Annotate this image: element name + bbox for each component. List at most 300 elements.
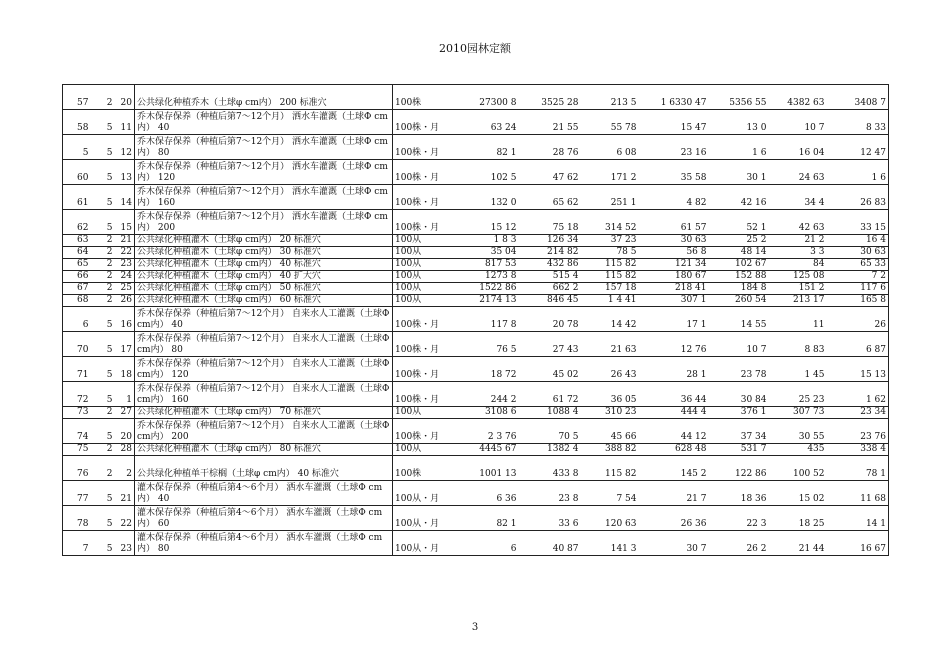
row-index-cell: 65 [63,259,91,271]
item-name-cell: 公共绿化种植灌木（土球φ cm内） 40 扩大穴 [135,271,393,283]
item-name-cell: 乔木保存保养（种植后第7～12个月） 洒水车灌溉（土球Φ cm内） 80 [135,135,393,160]
unit-cell: 100株 [393,456,453,481]
value-cell: 36 44 [680,395,707,405]
item-name-cell: 乔木保存保养（种植后第7～12个月） 自来水人工灌溉（土球Φ cm内） 200 [135,419,393,444]
value-cell: 4445 67 [479,444,517,454]
value-cell: 78 1 [827,456,889,481]
value-cell: 15 02 [798,494,825,504]
value-cell: 37 23 [610,235,637,245]
value-cell: 21 55 [552,123,579,133]
value-cell: 100 52 [793,469,825,479]
unit-cell: 100株・月 [393,185,453,210]
value-cell: 23 8 [558,494,579,504]
item-name-cell: 灌木保存保养（种植后第4～6个月） 洒水车灌溉（土球Φ cm内） 80 [135,531,393,556]
value-cell: 3525 28 [541,98,579,108]
chapter-cell: 2 [106,444,113,454]
chapter-cell: 5 [106,223,113,233]
table-row [63,382,889,407]
value-cell: 70 5 [558,432,579,442]
item-name-cell: 公共绿化种植灌木（土球φ cm内） 20 标准穴 [135,235,393,247]
row-index-cell: 58 [63,110,91,135]
value-cell: 7 2 [827,271,889,283]
item-name-cell: 公共绿化种植灌木（土球φ cm内） 70 标准穴 [135,407,393,419]
value-cell: 63 24 [490,123,517,133]
value-cell: 3108 6 [485,407,517,417]
value-cell: 102 67 [735,259,767,269]
unit-cell: 100株・月 [393,135,453,160]
value-cell: 15 12 [490,223,517,233]
unit-cell: 100从 [393,247,453,259]
value-cell: 1001 13 [479,469,517,479]
item-no-cell: 25 [120,283,132,293]
value-cell: 376 1 [740,407,767,417]
value-cell: 213 5 [610,98,637,108]
table-row [63,259,889,271]
value-cell: 628 48 [675,444,707,454]
value-cell: 30 7 [686,544,707,554]
item-name-cell: 公共绿化种植乔木（土球φ cm内） 200 标准穴 [135,85,393,110]
table-row [63,135,889,160]
value-cell: 33 15 [827,210,889,235]
value-cell: 1 62 [827,382,889,407]
item-no-cell: 23 [120,544,132,554]
table-row [63,531,889,556]
value-cell: 26 2 [746,544,767,554]
value-cell: 26 [827,307,889,332]
value-cell: 307 73 [793,407,825,417]
value-cell: 6 36 [496,494,517,504]
item-name-cell: 公共绿化种植灌木（土球φ cm内） 80 标准穴 [135,444,393,456]
value-cell: 35 58 [680,173,707,183]
unit-cell: 100从 [393,271,453,283]
value-cell: 1 6 [827,160,889,185]
value-cell: 165 8 [827,295,889,307]
value-cell: 1522 86 [479,283,517,293]
value-cell: 65 62 [552,198,579,208]
row-index-cell: 60 [63,160,91,185]
value-cell: 125 08 [793,271,825,281]
unit-cell: 100从 [393,444,453,456]
chapter-cell: 5 [106,370,113,380]
page-number: 3 [471,622,479,633]
row-index-cell: 75 [63,444,91,456]
table-row [63,247,889,259]
item-name-cell: 乔木保存保养（种植后第7～12个月） 洒水车灌溉（土球Φ cm内） 160 [135,185,393,210]
value-cell: 23 16 [680,148,707,158]
page-title: 2010园林定额 [439,42,511,55]
value-cell: 515 4 [552,271,579,281]
row-index-cell: 57 [63,85,91,110]
unit-cell: 100株・月 [393,307,453,332]
value-cell: 30 63 [680,235,707,245]
value-cell: 61 72 [552,395,579,405]
value-cell: 1273 8 [485,271,517,281]
item-no-cell: 20 [120,432,132,442]
chapter-cell: 5 [106,148,113,158]
item-no-cell: 28 [120,444,132,454]
chapter-cell: 2 [106,295,113,305]
table-row [63,185,889,210]
value-cell: 12 47 [827,135,889,160]
value-cell: 6 87 [827,332,889,357]
value-cell: 24 63 [798,173,825,183]
table-row [63,444,889,456]
unit-cell: 100株 [393,85,453,110]
item-name-cell: 灌木保存保养（种植后第4～6个月） 洒水车灌溉（土球Φ cm内） 40 [135,481,393,506]
table-row [63,271,889,283]
unit-cell: 100从 [393,283,453,295]
value-cell: 1 8 3 [493,235,517,245]
row-index-cell: 74 [63,419,91,444]
value-cell: 30 63 [827,247,889,259]
table-row [63,210,889,235]
value-cell: 26 83 [827,185,889,210]
row-index-cell: 64 [63,247,91,259]
item-no-cell: 11 [120,123,132,133]
item-no-cell: 27 [120,407,132,417]
value-cell: 33 6 [558,519,579,529]
value-cell: 75 18 [552,223,579,233]
value-cell: 145 2 [680,469,707,479]
value-cell: 23 78 [740,370,767,380]
value-cell: 44 12 [680,432,707,442]
value-cell: 18 36 [740,494,767,504]
table-row [63,419,889,444]
value-cell: 388 82 [605,444,637,454]
value-cell: 27300 8 [479,98,517,108]
value-cell: 42 16 [740,198,767,208]
value-cell: 218 41 [675,283,707,293]
chapter-cell: 5 [106,544,113,554]
value-cell: 15 47 [680,123,707,133]
unit-cell: 100株・月 [393,332,453,357]
item-name-cell: 乔木保存保养（种植后第7～12个月） 洒水车灌溉（土球Φ cm内） 200 [135,210,393,235]
value-cell: 25 23 [798,395,825,405]
item-name-cell: 乔木保存保养（种植后第7～12个月） 自来水人工灌溉（土球Φ cm内） 160 [135,382,393,407]
chapter-cell: 2 [106,247,113,257]
value-cell: 14 42 [610,320,637,330]
value-cell: 21 7 [686,494,707,504]
table-row [63,456,889,481]
item-name-cell: 公共绿化种植灌木（土球φ cm内） 50 标准穴 [135,283,393,295]
value-cell: 7 54 [616,494,637,504]
item-no-cell: 17 [120,345,132,355]
value-cell: 65 33 [827,259,889,271]
value-cell: 61 57 [680,223,707,233]
unit-cell: 100株・月 [393,160,453,185]
value-cell: 76 5 [496,345,517,355]
chapter-cell: 5 [106,123,113,133]
value-cell: 4382 63 [787,98,825,108]
value-cell: 14 55 [740,320,767,330]
value-cell: 35 04 [490,247,517,257]
unit-cell: 100从・月 [393,531,453,556]
row-index-cell: 76 [63,456,91,481]
chapter-cell: 5 [106,173,113,183]
chapter-cell: 5 [106,320,113,330]
table-row [63,283,889,295]
item-no-cell: 23 [120,259,132,269]
value-cell: 115 82 [605,271,637,281]
value-cell: 45 66 [610,432,637,442]
value-cell: 5356 55 [729,98,767,108]
value-cell: 48 14 [740,247,767,257]
value-cell: 121 34 [675,259,707,269]
value-cell: 30 84 [740,395,767,405]
chapter-cell: 5 [106,198,113,208]
value-cell: 26 43 [610,370,637,380]
value-cell: 314 52 [605,223,637,233]
value-cell: 3 3 [810,247,825,257]
row-index-cell: 5 [63,135,91,160]
item-no-cell: 20 [120,98,132,108]
value-cell: 18 72 [490,370,517,380]
value-cell: 531 7 [740,444,767,454]
value-cell: 10 7 [804,123,825,133]
table-row [63,85,889,110]
row-index-cell: 73 [63,407,91,419]
value-cell: 310 23 [605,407,637,417]
row-index-cell: 67 [63,283,91,295]
value-cell: 846 45 [547,295,579,305]
value-cell: 47 62 [552,173,579,183]
unit-cell: 100株・月 [393,382,453,407]
chapter-cell: 2 [106,98,113,108]
row-index-cell: 7 [63,531,91,556]
value-cell: 244 2 [490,395,517,405]
row-index-cell: 78 [63,506,91,531]
table-row [63,506,889,531]
value-cell: 22 3 [746,519,767,529]
item-name-cell: 灌木保存保养（种植后第4～6个月） 洒水车灌溉（土球Φ cm内） 60 [135,506,393,531]
value-cell: 141 3 [610,544,637,554]
value-cell: 14 1 [827,506,889,531]
unit-cell: 100从 [393,407,453,419]
item-no-cell: 13 [120,173,132,183]
row-index-cell: 66 [63,271,91,283]
value-cell: 122 86 [735,469,767,479]
value-cell: 42 63 [798,223,825,233]
value-cell: 151 2 [798,283,825,293]
row-index-cell: 72 [63,382,91,407]
item-name-cell: 乔木保存保养（种植后第7～12个月） 自来水人工灌溉（土球Φ cm内） 80 [135,332,393,357]
value-cell: 78 5 [616,247,637,257]
value-cell: 157 18 [605,283,637,293]
item-name-cell: 公共绿化种植灌木（土球φ cm内） 40 标准穴 [135,259,393,271]
item-no-cell: 14 [120,198,132,208]
value-cell: 8 83 [804,345,825,355]
value-cell: 132 0 [490,198,517,208]
value-cell: 126 34 [547,235,579,245]
value-cell: 171 2 [610,173,637,183]
row-index-cell: 70 [63,332,91,357]
chapter-cell: 2 [106,469,113,479]
value-cell: 11 [813,320,825,330]
item-name-cell: 乔木保存保养（种植后第7～12个月） 自来水人工灌溉（土球Φ cm内） 120 [135,357,393,382]
value-cell: 1 45 [804,370,825,380]
value-cell: 2174 13 [479,295,517,305]
value-cell: 213 17 [793,295,825,305]
value-cell: 4 82 [686,198,707,208]
item-name-cell: 乔木保存保养（种植后第7～12个月） 洒水车灌溉（土球Φ cm内） 40 [135,110,393,135]
value-cell: 6 [510,544,517,554]
item-no-cell: 2 [126,469,132,479]
row-index-cell: 63 [63,235,91,247]
value-cell: 3408 7 [827,85,889,110]
value-cell: 6 08 [616,148,637,158]
value-cell: 45 02 [552,370,579,380]
value-cell: 36 05 [610,395,637,405]
value-cell: 1 4 41 [607,295,637,305]
value-cell: 16 67 [827,531,889,556]
table-row [63,307,889,332]
unit-cell: 100从 [393,259,453,271]
value-cell: 23 76 [827,419,889,444]
value-cell: 55 78 [610,123,637,133]
value-cell: 21 44 [798,544,825,554]
unit-cell: 100从 [393,295,453,307]
value-cell: 18 25 [798,519,825,529]
quota-table [62,84,889,556]
value-cell: 40 87 [552,544,579,554]
table-row [63,235,889,247]
value-cell: 21 63 [610,345,637,355]
value-cell: 180 67 [675,271,707,281]
value-cell: 1 6330 47 [660,98,707,108]
chapter-cell: 5 [106,519,113,529]
value-cell: 184 8 [740,283,767,293]
row-index-cell: 6 [63,307,91,332]
value-cell: 16 4 [827,235,889,247]
chapter-cell: 2 [106,271,113,281]
table-row [63,407,889,419]
value-cell: 435 [807,444,825,454]
table-row [63,357,889,382]
unit-cell: 100株・月 [393,419,453,444]
chapter-cell: 2 [106,407,113,417]
value-cell: 27 43 [552,345,579,355]
value-cell: 2 3 76 [487,432,517,442]
item-name-cell: 公共绿化种植灌木（土球φ cm内） 60 标准穴 [135,295,393,307]
value-cell: 28 1 [686,370,707,380]
item-no-cell: 1 [126,395,132,405]
value-cell: 84 [813,259,825,269]
value-cell: 817 53 [485,259,517,269]
table-row [63,295,889,307]
item-name-cell: 乔木保存保养（种植后第7～12个月） 自来水人工灌溉（土球Φ cm内） 40 [135,307,393,332]
item-no-cell: 26 [120,295,132,305]
value-cell: 662 2 [552,283,579,293]
value-cell: 82 1 [496,519,517,529]
row-index-cell: 62 [63,210,91,235]
unit-cell: 100从 [393,235,453,247]
item-no-cell: 18 [120,370,132,380]
value-cell: 433 8 [552,469,579,479]
value-cell: 16 04 [798,148,825,158]
value-cell: 1382 4 [547,444,579,454]
value-cell: 28 76 [552,148,579,158]
chapter-cell: 2 [106,283,113,293]
value-cell: 251 1 [610,198,637,208]
table-row [63,110,889,135]
value-cell: 12 76 [680,345,707,355]
value-cell: 25 2 [746,235,767,245]
item-no-cell: 16 [120,320,132,330]
item-no-cell: 22 [120,519,132,529]
value-cell: 30 55 [798,432,825,442]
value-cell: 260 54 [735,295,767,305]
table-row [63,160,889,185]
value-cell: 21 2 [804,235,825,245]
value-cell: 15 13 [827,357,889,382]
value-cell: 13 0 [746,123,767,133]
value-cell: 20 78 [552,320,579,330]
value-cell: 432 86 [547,259,579,269]
value-cell: 17 1 [686,320,707,330]
table-row [63,332,889,357]
value-cell: 444 4 [680,407,707,417]
item-no-cell: 12 [120,148,132,158]
value-cell: 10 7 [746,345,767,355]
table-row [63,481,889,506]
item-name-cell: 乔木保存保养（种植后第7～12个月） 洒水车灌溉（土球Φ cm内） 120 [135,160,393,185]
value-cell: 26 36 [680,519,707,529]
item-no-cell: 21 [120,235,132,245]
item-name-cell: 公共绿化种植单干棕榈（土球φ cm内） 40 标准穴 [135,456,393,481]
value-cell: 307 1 [680,295,707,305]
value-cell: 117 6 [827,283,889,295]
unit-cell: 100株・月 [393,357,453,382]
unit-cell: 100从・月 [393,481,453,506]
unit-cell: 100株・月 [393,110,453,135]
value-cell: 52 1 [746,223,767,233]
item-no-cell: 15 [120,223,132,233]
unit-cell: 100从・月 [393,506,453,531]
value-cell: 8 33 [827,110,889,135]
value-cell: 115 82 [605,469,637,479]
row-index-cell: 77 [63,481,91,506]
chapter-cell: 5 [106,395,113,405]
value-cell: 30 1 [746,173,767,183]
item-no-cell: 21 [120,494,132,504]
value-cell: 117 8 [490,320,517,330]
value-cell: 1 6 [752,148,767,158]
chapter-cell: 5 [106,345,113,355]
chapter-cell: 5 [106,494,113,504]
chapter-cell: 5 [106,432,113,442]
item-name-cell: 公共绿化种植灌木（土球φ cm内） 30 标准穴 [135,247,393,259]
value-cell: 152 88 [735,271,767,281]
chapter-cell: 2 [106,259,113,269]
value-cell: 120 63 [605,519,637,529]
value-cell: 56 8 [686,247,707,257]
value-cell: 102 5 [490,173,517,183]
unit-cell: 100株・月 [393,210,453,235]
row-index-cell: 71 [63,357,91,382]
value-cell: 37 34 [740,432,767,442]
row-index-cell: 61 [63,185,91,210]
item-no-cell: 24 [120,271,132,281]
value-cell: 214 82 [547,247,579,257]
value-cell: 338 4 [827,444,889,456]
value-cell: 115 82 [605,259,637,269]
value-cell: 23 34 [827,407,889,419]
item-no-cell: 22 [120,247,132,257]
chapter-cell: 2 [106,235,113,245]
value-cell: 1088 4 [547,407,579,417]
row-index-cell: 68 [63,295,91,307]
value-cell: 82 1 [496,148,517,158]
